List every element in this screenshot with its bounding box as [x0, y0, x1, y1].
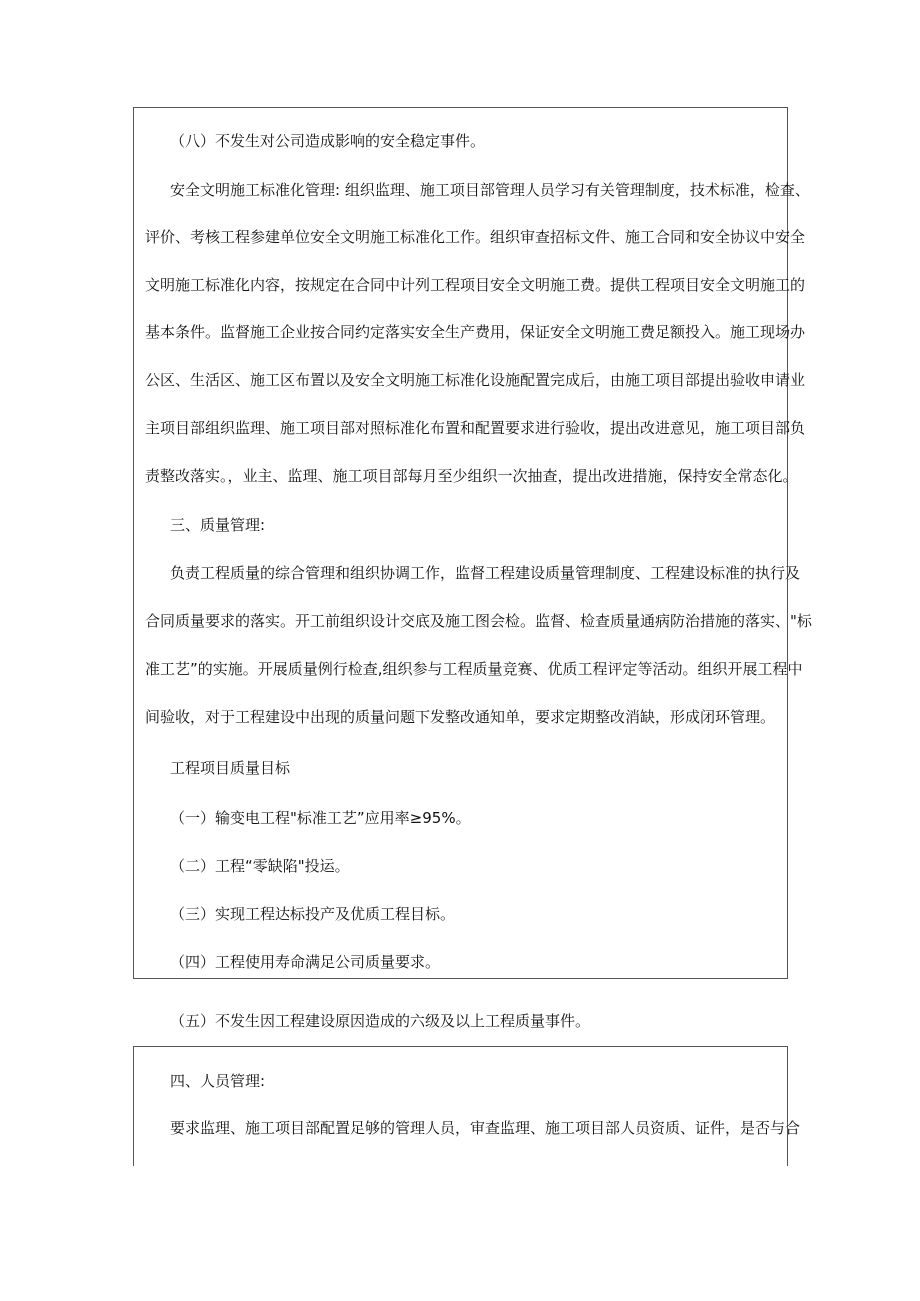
quality-goal-item: （五）不发生因工程建设原因造成的六级及以上工程质量事件。 [170, 1012, 591, 1030]
personnel-heading: 四、人员管理: [170, 1072, 266, 1090]
safety-paragraph-line: 评价、考核工程参建单位安全文明施工标准化工作。组织审查招标文件、施工合同和安全协议中安全 [145, 228, 806, 246]
quality-paragraph-line: 合同质量要求的落实。开工前组织设计交底及施工图会检。监督、检查质量通病防治措施的落实、"标 [145, 612, 812, 630]
quality-paragraph-line: 负责工程质量的综合管理和组织协调工作，监督工程建设质量管理制度、工程建设标准的执行及 [170, 564, 801, 582]
quality-goal-item: （四）工程使用寿命满足公司质量要求。 [170, 953, 441, 971]
content-frame-lower [133, 1046, 801, 1166]
safety-paragraph-line: 公区、生活区、施工区布置以及安全文明施工标准化设施配置完成后，由施工项目部提出验收申请业 [145, 371, 806, 389]
quality-goal-title: 工程项目质量目标 [170, 759, 291, 777]
quality-goal-item: （一）输变电工程"标准工艺”应用率≥95%。 [170, 809, 471, 827]
personnel-paragraph-line: 要求监理、施工项目部配置足够的管理人员，审查监理、施工项目部人员资质、证件，是否与合 [170, 1119, 801, 1137]
quality-heading: 三、质量管理: [170, 516, 266, 534]
safety-paragraph-line: 主项目部组织监理、施工项目部对照标准化布置和配置要求进行验收，提出改进意见，施工项目部负 [145, 419, 806, 437]
safety-paragraph-line: 安全文明施工标准化管理: 组织监理、施工项目部管理人员学习有关管理制度，技术标准，检查、 [170, 181, 810, 199]
quality-goal-item: （三）实现工程达标投产及优质工程目标。 [170, 905, 456, 923]
safety-paragraph-line: 文明施工标准化内容，按规定在合同中计列工程项目安全文明施工费。提供工程项目安全文明施工的 [145, 276, 806, 294]
quality-paragraph-line: 间验收，对于工程建设中出现的质量问题下发整改通知单，要求定期整改消缺，形成闭环管理。 [145, 708, 776, 726]
safety-paragraph-line: 基本条件。监督施工企业按合同约定落实安全生产费用，保证安全文明施工费足额投入。施工现场办 [145, 323, 806, 341]
quality-paragraph-line: 准工艺”的实施。开展质量例行检查,组织参与工程质量竞赛、优质工程评定等活动。组织开展工程中 [145, 660, 803, 678]
item-eight: （八）不发生对公司造成影响的安全稳定事件。 [170, 132, 486, 150]
quality-goal-item: （二）工程“零缺陷"投运。 [170, 857, 350, 875]
safety-paragraph-line: 责整改落实。，业主、监理、施工项目部每月至少组织一次抽查，提出改进措施，保持安全常态化。 [145, 467, 798, 485]
